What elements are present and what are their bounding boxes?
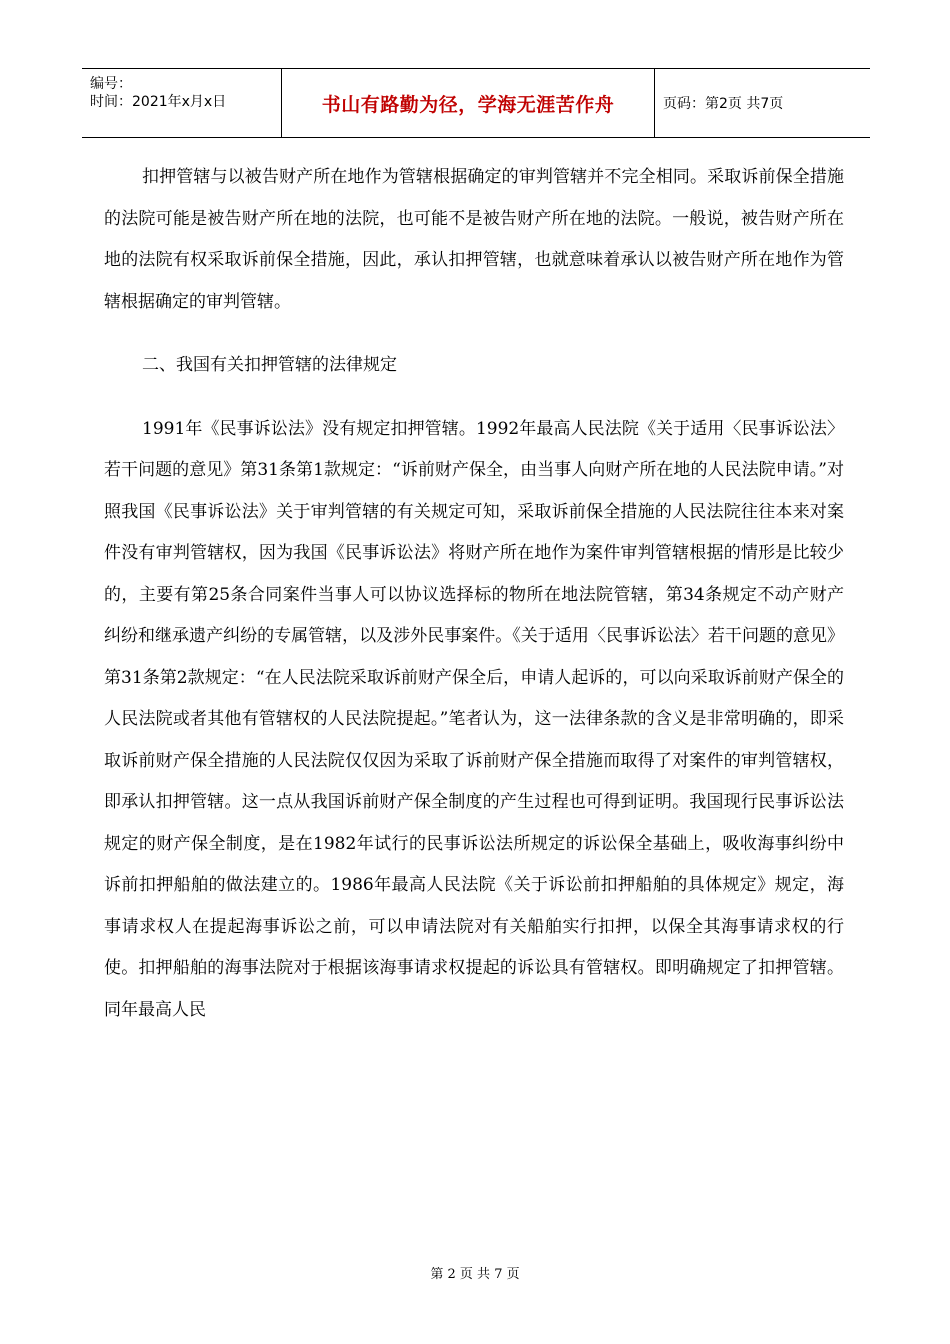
page-header [82,68,870,138]
page-info: 页码：第2页 共7页 [663,96,784,112]
date-label: 时间：2021年x月x日 [90,94,227,110]
page-footer: 第 2 页 共 7 页 [430,1267,520,1282]
section-heading: 二、我国有关扣押管辖的法律规定 [142,355,397,375]
document-body [104,157,844,1031]
paragraph: 1991年《民事诉讼法》没有规定扣押管辖。1992年最高人民法院《关于适用〈民事诉讼法〉若干问题的意见》第31条第1款规定：“诉前财产保全，由当事人向财产所在地的人民法院申请。”对照我国《民事诉讼法》关于审判管辖的有关规定可知，采取诉前保全措施的人民法院往往本来对案件没有审判管辖权，因为我国《民事诉讼法》将财产所在地作为案件审判管辖根据的情形是比较少的，主要有第25条合同案件当事人可以协议选择标的物所在地法院管辖，第34条规定不动产财产纠纷和继承遗产纠纷的专属管辖，以及涉外民事案件。《关于适用〈民事诉讼法〉若干问题的意见》第31条第2款规定：“在人民法院采取诉前财产保全后，申请人起诉的，可以向采取诉前财产保全的人民法院或者其他有管辖权的人民法院提起。”笔者认为，这一法律条款的含义是非常明确的，即采取诉前财产保全措施的人民法院仅仅因为采取了诉前财产保全措施而取得了对案件的审判管辖权，即承认扣押管辖。这一点从我国诉前财产保全制度的产生过程也可得到证明。我国现行民事诉讼法规定的财产保全制度，是在1982年试行的民事诉讼法所规定的诉讼保全基础上，吸收海事纠纷中诉前扣押船舶的做法建立的。1986年最高人民法院《关于诉讼前扣押船舶的具体规定》规定，海事请求权人在提起海事诉讼之前，可以申请法院对有关船舶实行扣押，以保全其海事请求权的行使。扣押船舶的海事法院对于根据该海事请求权提起的诉讼具有管辖权。即明确规定了扣押管辖。同年最高人民 [104,418,844,1020]
header-meta-cell [82,69,282,137]
paragraph: 扣押管辖与以被告财产所在地作为管辖根据确定的审判管辖并不完全相同。采取诉前保全措施的法院可能是被告财产所在地的法院，也可能不是被告财产所在地的法院。一般说，被告财产所在地的法院有权采取诉前保全措施，因此，承认扣押管辖，也就意味着承认以被告财产所在地作为管辖根据确定的审判管辖。 [104,167,844,312]
header-page-cell [655,69,870,137]
motto-text: 书山有路勤为径，学海无涯苦作舟 [321,93,615,116]
serial-label: 编号： [90,76,132,92]
header-motto-cell [282,69,655,137]
